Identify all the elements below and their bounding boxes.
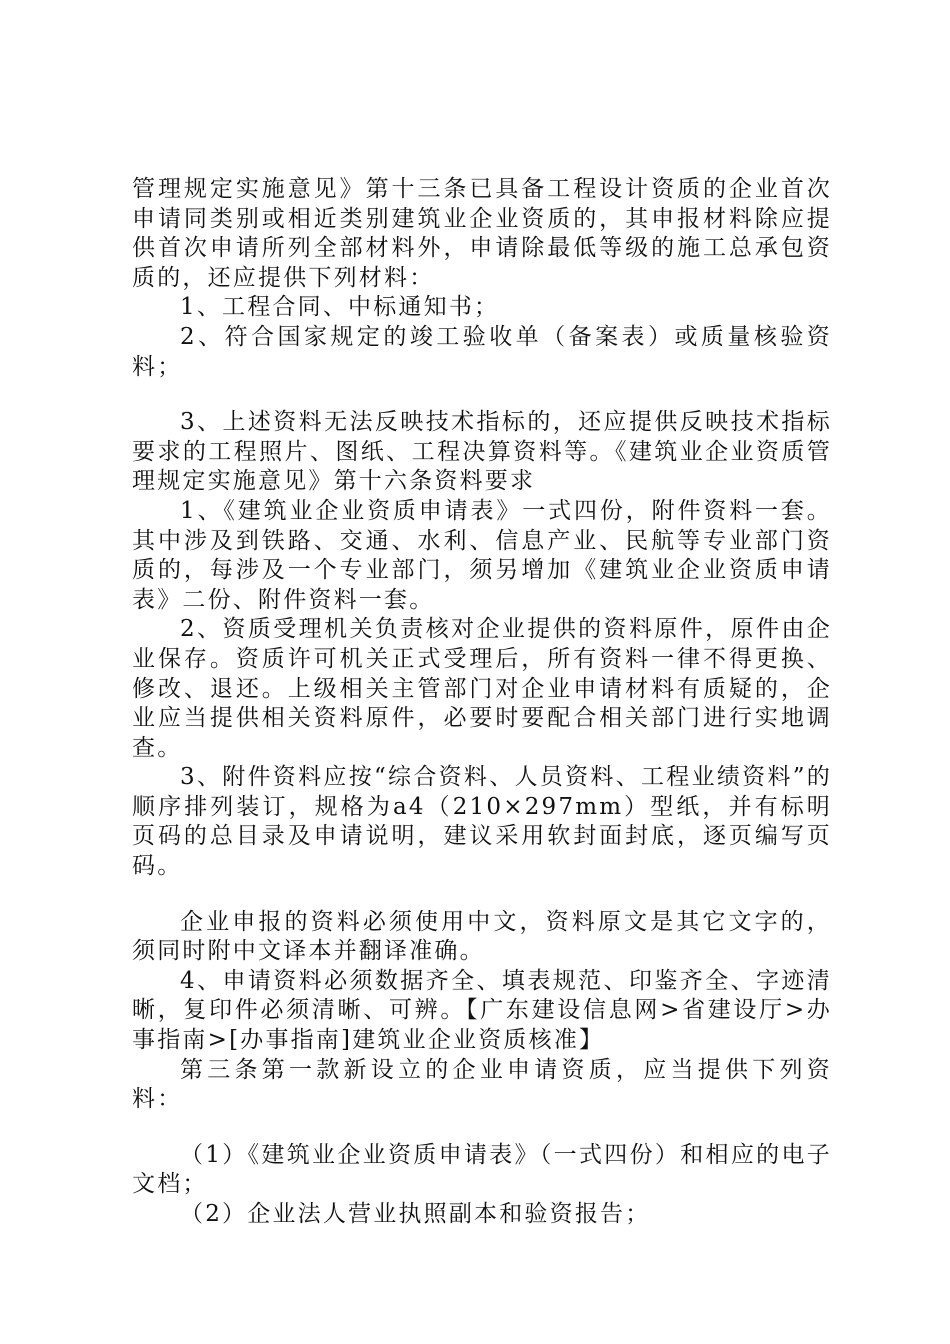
paragraph-5: 1、《建筑业企业资质申请表》一式四份，附件资料一套。其中涉及到铁路、交通、水利、信息产业、民航等专业部门资质的，每涉及一个专业部门，须另增加《建筑业企业资质申请表》二份、附件资料一套。 (132, 497, 832, 613)
paragraph-2: 1、工程合同、中标通知书； (180, 294, 500, 321)
paragraph-gap (132, 882, 832, 908)
paragraph-12: （2）企业法人营业执照副本和验资报告； (180, 1201, 651, 1227)
paragraph-8: 企业申报的资料必须使用中文，资料原文是其它文字的，须同时附中文译本并翻译准确。 (132, 908, 832, 965)
paragraph-7: 3、附件资料应按“综合资料、人员资料、工程业绩资料”的顺序排列装订，规格为a4（210×297mm）型纸，并有标明页码的总目录及申请说明，建议采用软封面封底，逐页编写页码。 (132, 764, 832, 880)
paragraph-gap (132, 382, 832, 408)
document-body (132, 175, 832, 1230)
paragraph-4: 3、上述资料无法反映技术指标的，还应提供反映技术指标要求的工程照片、图纸、工程决算资料等。《建筑业企业资质管理规定实施意见》第十六条资料要求 (132, 409, 832, 495)
paragraph-3: 2、符合国家规定的竣工验收单（备案表）或质量核验资料； (132, 323, 832, 380)
paragraph-9: 4、申请资料必须数据齐全、填表规范、印鉴齐全、字迹清晰，复印件必须清晰、可辨。【广东建设信息网>省建设厅>办事指南>[办事指南]建筑业企业资质核准】 (132, 967, 832, 1054)
paragraph-1: 管理规定实施意见》第十三条已具备工程设计资质的企业首次申请同类别或相近类别建筑业企业资质的，其申报材料除应提供首次申请所列全部材料外，申请除最低等级的施工总承包资质的，还应提供下列材料： (132, 176, 832, 291)
paragraph-11: （1）《建筑业企业资质申请表》（一式四份）和相应的电子文档； (132, 1141, 832, 1198)
paragraph-10: 第三条第一款新设立的企业申请资质，应当提供下列资料： (132, 1056, 832, 1113)
paragraph-6: 2、资质受理机关负责核对企业提供的资料原件，原件由企业保存。资质许可机关正式受理后，所有资料一律不得更换、修改、退还。上级相关主管部门对企业申请材料有质疑的，企业应当提供相关资料原件，必要时要配合相关部门进行实地调查。 (132, 616, 832, 761)
paragraph-gap (132, 1115, 832, 1141)
